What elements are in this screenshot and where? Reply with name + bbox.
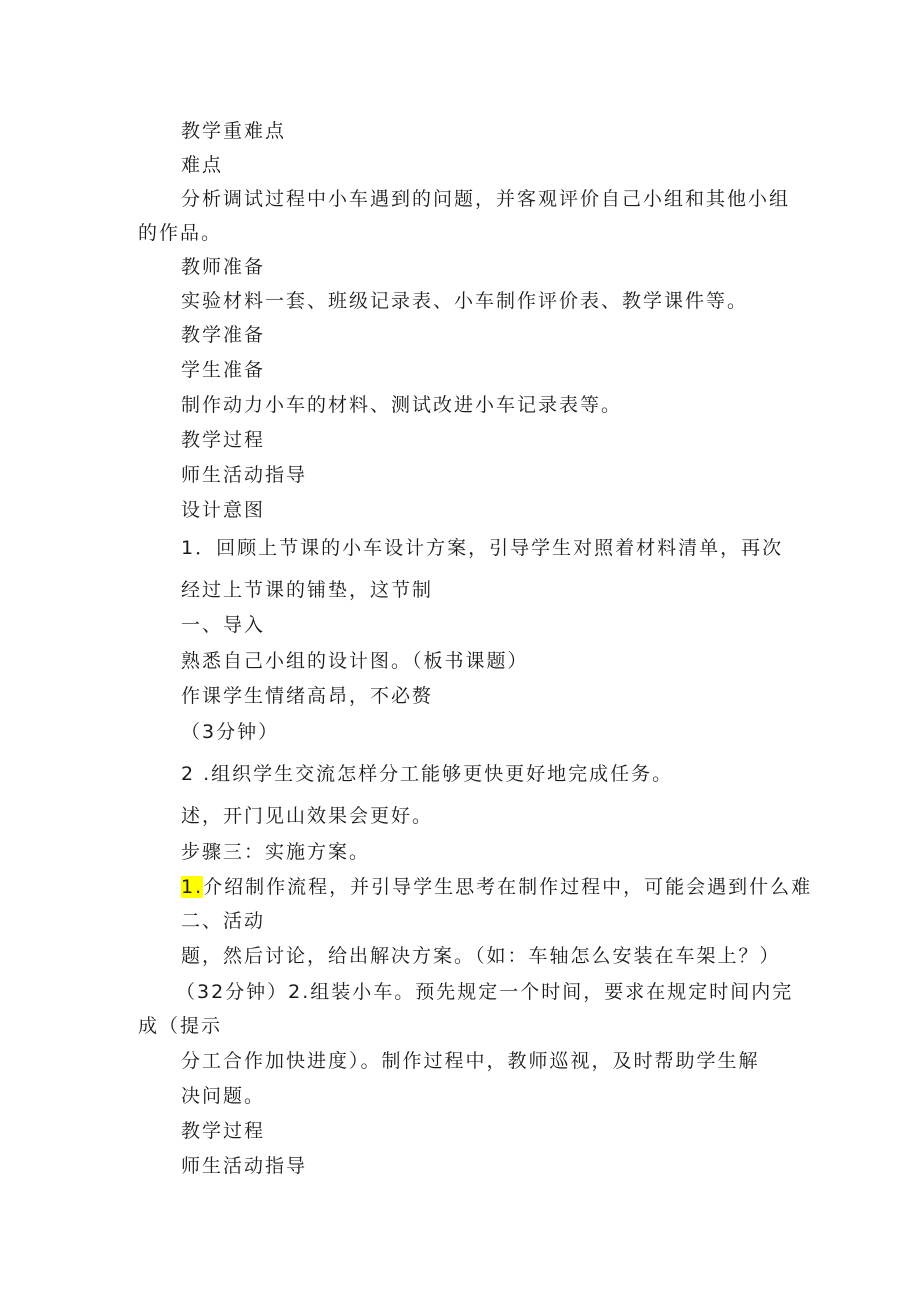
paragraph-line: 1．回顾上节课的小车设计方案，引导学生对照着材料清单，再次 bbox=[181, 537, 784, 559]
paragraph-line: （3分钟） bbox=[181, 721, 280, 743]
paragraph-line: 制作动力小车的材料、测试改进小车记录表等。 bbox=[181, 394, 623, 416]
paragraph-line: 经过上节课的铺垫，这节制 bbox=[181, 579, 434, 601]
paragraph-line: 述，开门见山效果会更好。 bbox=[181, 805, 434, 827]
paragraph-line: 的作品。 bbox=[138, 222, 223, 244]
subheading: 教学准备 bbox=[181, 324, 266, 346]
paragraph-text: 介绍制作流程，并引导学生思考在制作过程中，可能会遇到什么难 bbox=[203, 876, 813, 898]
paragraph-line: 分工合作加快进度）。制作过程中，教师巡视，及时帮助学生解 bbox=[181, 1050, 760, 1072]
subheading: 学生准备 bbox=[181, 359, 266, 381]
subheading: 教师准备 bbox=[181, 256, 266, 278]
subheading: 二、活动 bbox=[181, 910, 266, 932]
paragraph-line: 题，然后讨论，给出解决方案。（如：车轴怎么安装在车架上？） bbox=[181, 945, 781, 967]
highlighted-number: 1. bbox=[181, 876, 204, 898]
paragraph-line bbox=[181, 875, 812, 899]
paragraph-line: 成（提示 bbox=[138, 1015, 223, 1037]
paragraph-line: （32分钟）2.组装小车。预先规定一个时间，要求在规定时间内完 bbox=[176, 981, 794, 1003]
section-heading: 教学重难点 bbox=[181, 120, 287, 142]
paragraph-line: 决问题。 bbox=[181, 1085, 266, 1107]
column-heading: 设计意图 bbox=[181, 499, 266, 521]
section-heading: 教学过程 bbox=[181, 429, 266, 451]
column-heading: 师生活动指导 bbox=[181, 464, 308, 486]
paragraph-line: 作课学生情绪高昂，不必赘 bbox=[181, 685, 434, 707]
section-heading: 教学过程 bbox=[181, 1120, 266, 1142]
paragraph-line: 分析调试过程中小车遇到的问题，并客观评价自己小组和其他小组 bbox=[181, 188, 791, 210]
column-heading: 师生活动指导 bbox=[181, 1155, 308, 1177]
paragraph-line: 步骤三：实施方案。 bbox=[181, 841, 371, 863]
paragraph-line: 熟悉自己小组的设计图。（板书课题） bbox=[181, 650, 529, 672]
paragraph-line: 2 .组织学生交流怎样分工能够更快更好地完成任务。 bbox=[181, 763, 674, 785]
subheading: 一、导入 bbox=[181, 614, 266, 636]
subheading: 难点 bbox=[181, 154, 224, 176]
paragraph-line: 实验材料一套、班级记录表、小车制作评价表、教学课件等。 bbox=[181, 290, 749, 312]
